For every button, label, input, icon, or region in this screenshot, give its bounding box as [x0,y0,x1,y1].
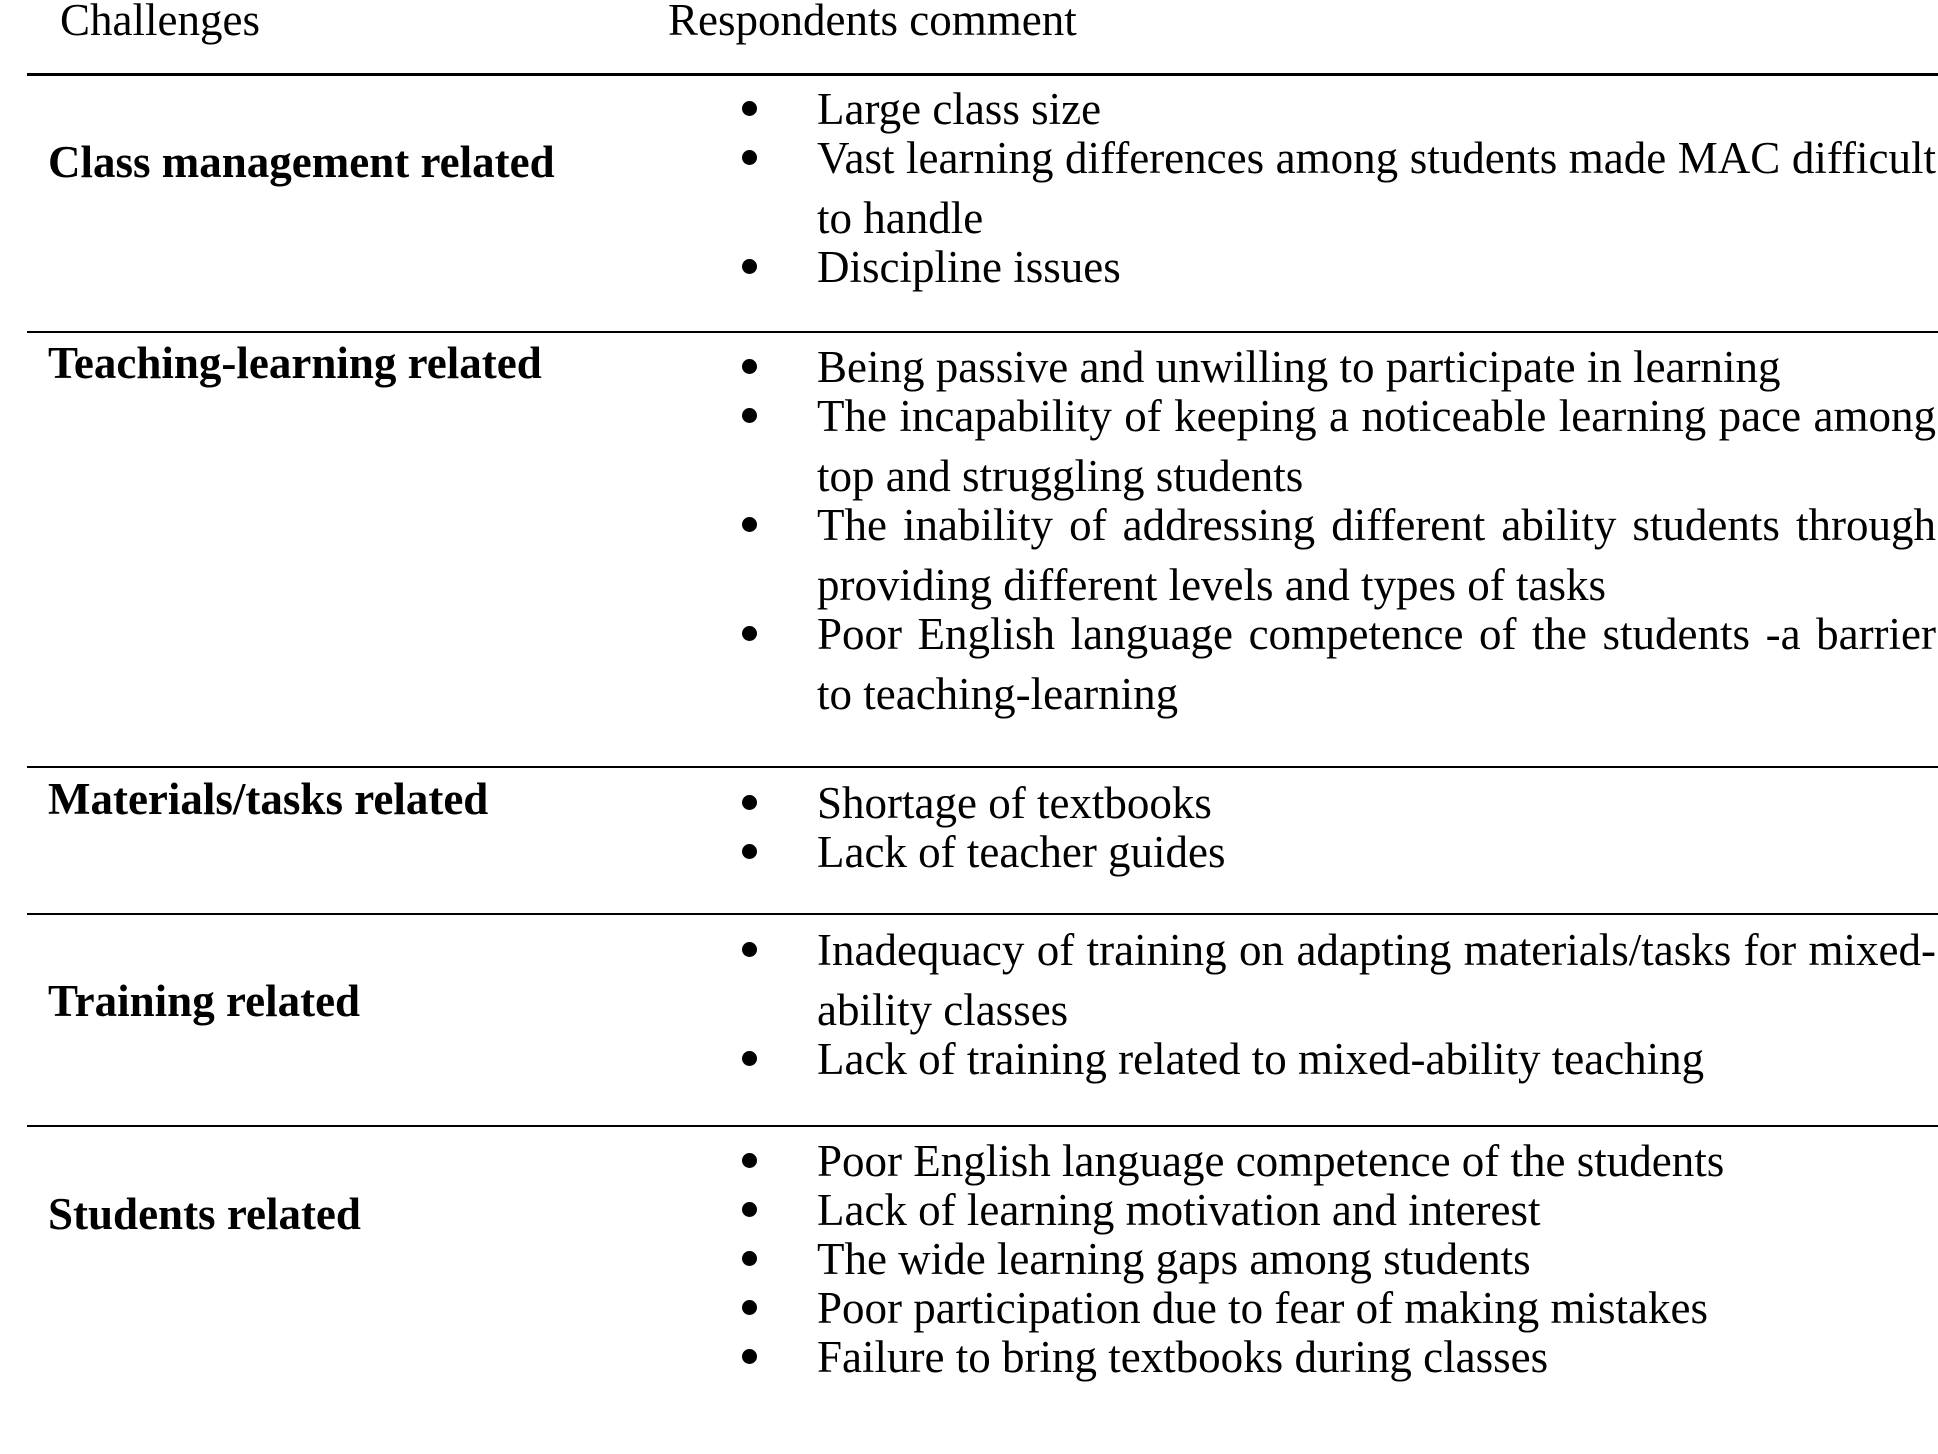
challenge-label: Teaching-learning related [48,338,542,388]
bullet-icon [742,359,757,374]
header-respondents-comment: Respondents comment [668,0,1077,45]
comment-item [0,1327,1938,1387]
bullet-icon [742,844,757,859]
comment-text: Discipline issues [817,242,1121,292]
comment-text: Poor English language competence of the students [817,1136,1725,1186]
challenge-label: Training related [48,976,361,1026]
bullet-icon [742,942,757,957]
challenge-label: Materials/tasks related [48,774,489,824]
header-challenges: Challenges [60,0,260,45]
comment-text: Being passive and unwilling to participate in learning [817,342,1781,392]
bullet-icon [742,259,757,274]
comment-text: Inadequacy of training on adapting materials/tasks for mixed-ability classes [817,925,1936,1035]
comment-list [0,1131,1938,1382]
comment-item [0,237,1938,297]
comment-text: The inability of addressing different ability students through providing different levels and types of tasks [817,500,1936,610]
bullet-icon [742,517,757,532]
bullet-icon [742,408,757,423]
bullet-icon [742,1202,757,1217]
comment-text: Failure to bring textbooks during classes [817,1332,1549,1382]
bullet-icon [742,1051,757,1066]
row-divider [27,1125,1938,1127]
comment-item [0,822,1938,882]
comment-text: Poor participation due to fear of making mistakes [817,1283,1709,1333]
row-divider [27,913,1938,915]
comment-text: Large class size [817,84,1102,134]
comment-list [0,773,1938,877]
comment-list [0,79,1938,292]
comment-list [0,920,1938,1084]
header-rule [27,73,1938,76]
bullet-icon [742,150,757,165]
comment-text: Lack of teacher guides [817,827,1226,877]
bullet-icon [742,626,757,641]
row-divider [27,766,1938,768]
bullet-icon [742,101,757,116]
challenge-label: Students related [48,1189,361,1239]
comment-text: Lack of training related to mixed-ability teaching [817,1034,1705,1084]
bullet-icon [742,1251,757,1266]
comment-text: Vast learning differences among students made MAC difficult to handle [817,133,1936,243]
comment-list [0,337,1938,719]
challenge-label: Class management related [48,137,555,187]
comment-text: The incapability of keeping a noticeable learning pace among top and struggling students [817,391,1936,501]
bullet-icon [742,1349,757,1364]
comment-item [0,920,1938,1040]
comment-text: The wide learning gaps among students [817,1234,1531,1284]
comment-item [0,604,1938,724]
comment-item [0,495,1938,615]
comment-text: Shortage of textbooks [817,778,1212,828]
comment-item [0,128,1938,248]
comment-text: Poor English language competence of the students -a barrier to teaching-learning [817,609,1936,719]
bullet-icon [742,1300,757,1315]
comment-text: Lack of learning motivation and interest [817,1185,1541,1235]
bullet-icon [742,795,757,810]
comment-item [0,1029,1938,1089]
comment-item [0,386,1938,506]
bullet-icon [742,1153,757,1168]
